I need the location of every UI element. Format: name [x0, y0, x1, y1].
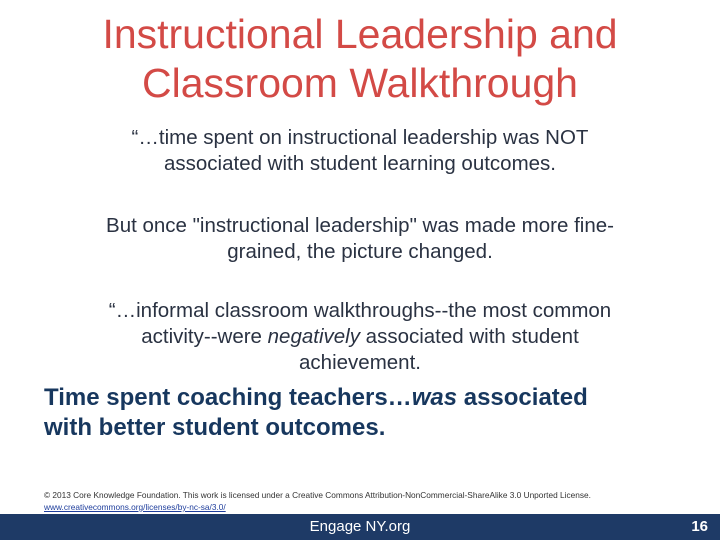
- highlight-line-2: with better student outcomes.: [44, 414, 386, 441]
- quote-paragraph-1: [0, 125, 720, 177]
- bottom-bar: [0, 514, 720, 540]
- license-text: © 2013 Core Knowledge Foundation. This work is licensed under a Creative Commons Attribution-NonCommercial-ShareAlike 3.0 Unported License.: [44, 490, 591, 500]
- quote-paragraph-3: [0, 298, 720, 376]
- slide-title-line-2: Classroom Walkthrough: [142, 60, 578, 106]
- page-number: 16: [691, 518, 708, 535]
- highlight-line-1-start: Time spent coaching teachers…: [44, 384, 412, 411]
- highlight-line-1: [44, 383, 684, 413]
- quote-1-line-2: associated with student learning outcomes.: [163, 152, 556, 175]
- emphasis-negatively: negatively: [267, 325, 360, 348]
- slide-title-line-1: Instructional Leadership and: [102, 11, 618, 57]
- quote-3-line-3: achievement.: [299, 351, 421, 374]
- emphasis-was: was: [411, 384, 458, 411]
- slide-title: [0, 10, 720, 108]
- quote-3-line-1: “…informal classroom walkthroughs--the most common: [108, 299, 612, 322]
- license-note: [44, 489, 704, 513]
- quote-3-line-2-start: activity--were: [141, 325, 268, 348]
- license-link[interactable]: www.creativecommons.org/licenses/by-nc-sa/3.0/: [44, 502, 226, 512]
- quote-3-line-2-end: associated with student: [359, 325, 579, 348]
- paragraph-2: [0, 213, 720, 265]
- paragraph-2-line-2: grained, the picture changed.: [227, 240, 493, 263]
- paragraph-2-line-1: But once "instructional leadership" was made more fine-: [106, 214, 614, 237]
- brand-label: Engage NY.org: [309, 518, 411, 535]
- highlight-line-1-end: associated: [457, 384, 588, 411]
- highlight-statement: [44, 383, 684, 443]
- quote-1-line-1: “…time spent on instructional leadership was NOT: [131, 126, 589, 149]
- quote-3-line-2: [0, 324, 720, 350]
